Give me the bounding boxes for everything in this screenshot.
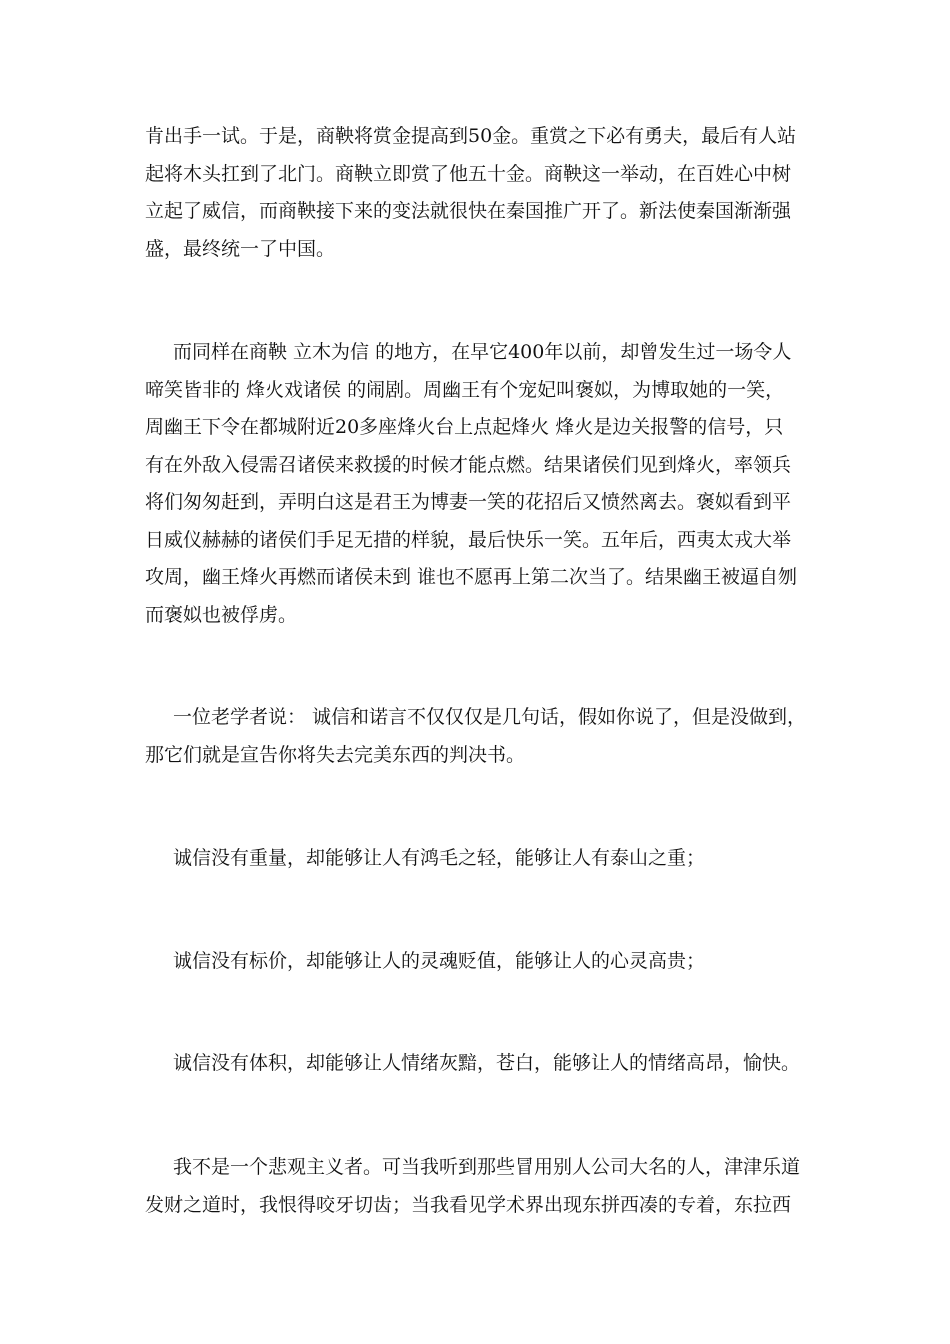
text-line: 将们匆匆赶到，弄明白这是君王为博妻一笑的花招后又愤然离去。褒姒看到平 (145, 491, 792, 513)
text-line: 盛，最终统一了中国。 (145, 237, 336, 260)
paragraph-shang-yang-ending (145, 118, 810, 268)
paragraph-old-scholar-quote (145, 699, 810, 774)
text-line: 肯出手一试。于是，商鞅将赏金提高到50金。重赏之下必有勇夫，最后有人站 (145, 125, 797, 147)
text-line: 一位老学者说： 诚信和诺言不仅仅仅是几句话，假如你说了，但是没做到， (173, 706, 807, 728)
text-line: 啼笑皆非的 烽火戏诸侯 的闹剧。周幽王有个宠妃叫褒姒，为博取她的一笑， (145, 378, 785, 401)
paragraph-integrity-volume (145, 1045, 810, 1083)
text-line: 诚信没有重量，却能够让人有鸿毛之轻，能够让人有泰山之重； (173, 847, 706, 869)
text-line: 我不是一个悲观主义者。可当我听到那些冒用别人公司大名的人，津津乐道 (173, 1156, 801, 1178)
paragraph-integrity-weight (145, 840, 810, 878)
text-line: 而同样在商鞅 立木为信 的地方，在早它400年以前，却曾发生过一场令人 (173, 341, 792, 363)
paragraph-not-pessimist (145, 1149, 810, 1224)
text-line: 发财之道时，我恨得咬牙切齿；当我看见学术界出现东拼西凑的专着，东拉西 (145, 1193, 792, 1216)
paragraph-integrity-price (145, 943, 810, 981)
text-line: 日威仪赫赫的诸侯们手足无措的样貌，最后快乐一笑。五年后，西夷太戎大举 (145, 528, 792, 551)
text-line: 周幽王下令在都城附近20多座烽火台上点起烽火 烽火是边关报警的信号，只 (145, 416, 784, 438)
text-line: 那它们就是宣告你将失去完美东西的判决书。 (145, 743, 526, 766)
text-line: 攻周，幽王烽火再燃而诸侯未到 谁也不愿再上第二次当了。结果幽王被逼自刎 (145, 566, 798, 588)
text-line: 诚信没有体积，却能够让人情绪灰黯，苍白，能够让人的情绪高昂，愉快。 (173, 1052, 801, 1074)
paragraph-beacon-fire-story (145, 334, 810, 634)
text-line: 有在外敌入侵需召诸侯来救援的时候才能点燃。结果诸侯们见到烽火，率领兵 (145, 453, 792, 476)
text-line: 而褒姒也被俘虏。 (145, 603, 298, 626)
text-line: 起将木头扛到了北门。商鞅立即赏了他五十金。商鞅这一举动，在百姓心中树 (145, 162, 792, 185)
text-line: 立起了威信，而商鞅接下来的变法就很快在秦国推广开了。新法使秦国渐渐强 (145, 200, 792, 222)
text-line: 诚信没有标价，却能够让人的灵魂贬值，能够让人的心灵高贵； (173, 950, 706, 972)
